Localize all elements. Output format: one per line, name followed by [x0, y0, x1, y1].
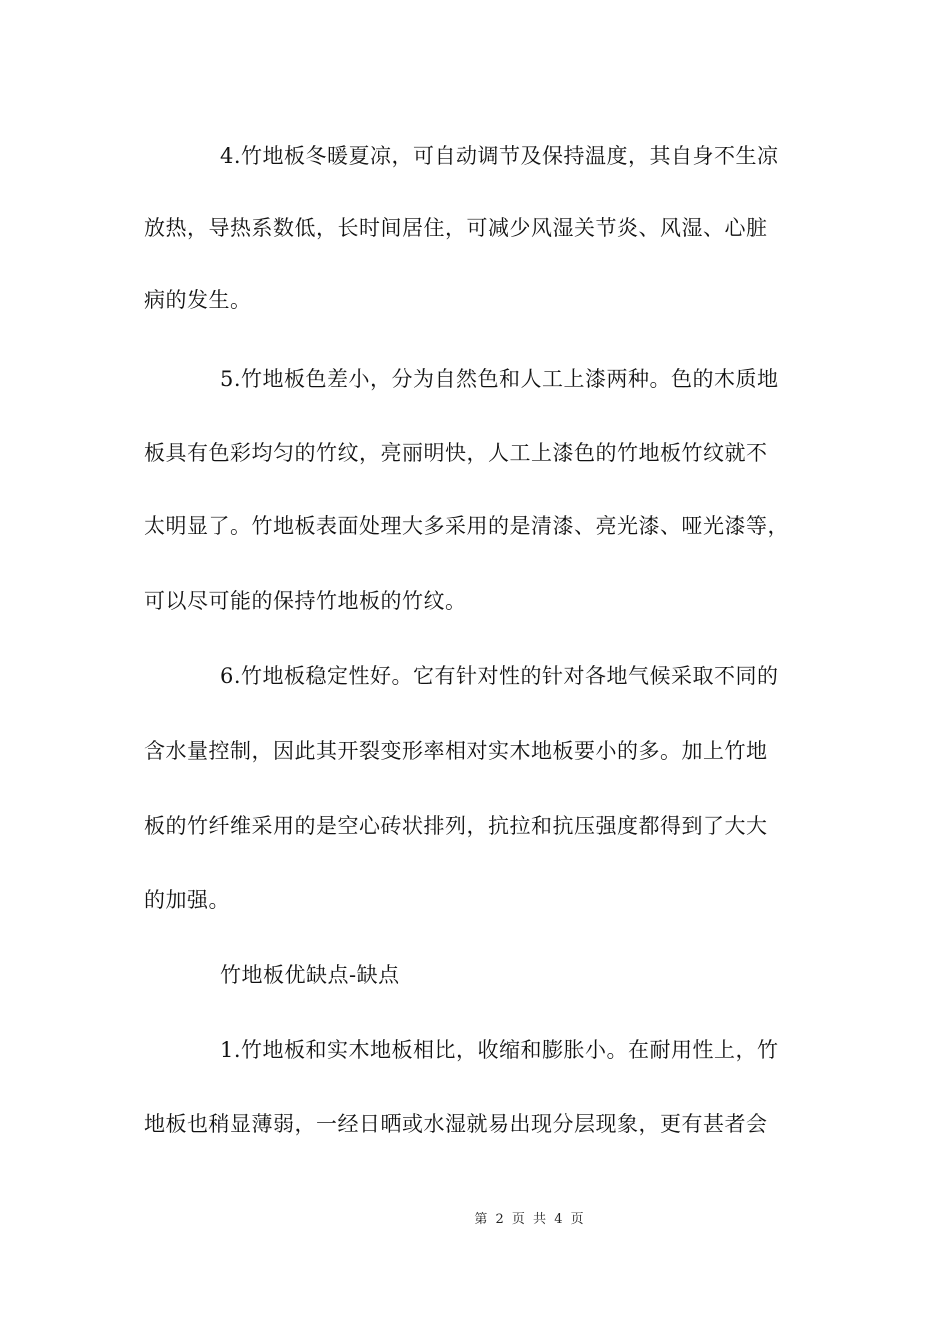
disadvantage-1-line-1: 1.竹地板和实木地板相比，收缩和膨胀小。在耐用性上，竹	[220, 1038, 779, 1062]
paragraph-4-line-3: 病的发生。	[144, 288, 252, 312]
page-number-footer: 第 2 页 共 4 页	[474, 1212, 586, 1227]
paragraph-5-line-4: 可以尽可能的保持竹地板的竹纹。	[144, 589, 467, 613]
disadvantage-1-line-2: 地板也稍显薄弱，一经日晒或水湿就易出现分层现象，更有甚者会	[144, 1112, 768, 1136]
paragraph-6-line-2: 含水量控制，因此其开裂变形率相对实木地板要小的多。加上竹地	[144, 739, 768, 763]
paragraph-6-line-3: 板的竹纤维采用的是空心砖状排列，抗拉和抗压强度都得到了大大	[144, 814, 768, 838]
paragraph-4-line-1: 4.竹地板冬暖夏凉，可自动调节及保持温度，其自身不生凉	[220, 144, 779, 168]
paragraph-5-line-2: 板具有色彩均匀的竹纹，亮丽明快，人工上漆色的竹地板竹纹就不	[144, 441, 768, 465]
paragraph-6-line-4: 的加强。	[144, 888, 230, 912]
paragraph-5-line-3: 太明显了。竹地板表面处理大多采用的是清漆、亮光漆、哑光漆等，	[144, 514, 789, 538]
paragraph-4-line-2: 放热，导热系数低，长时间居住，可减少风湿关节炎、风湿、心脏	[144, 216, 768, 240]
paragraph-6-line-1: 6.竹地板稳定性好。它有针对性的针对各地气候采取不同的	[220, 664, 779, 688]
paragraph-5-line-1: 5.竹地板色差小，分为自然色和人工上漆两种。色的木质地	[220, 367, 779, 391]
section-heading-disadvantages: 竹地板优缺点-缺点	[220, 963, 400, 987]
